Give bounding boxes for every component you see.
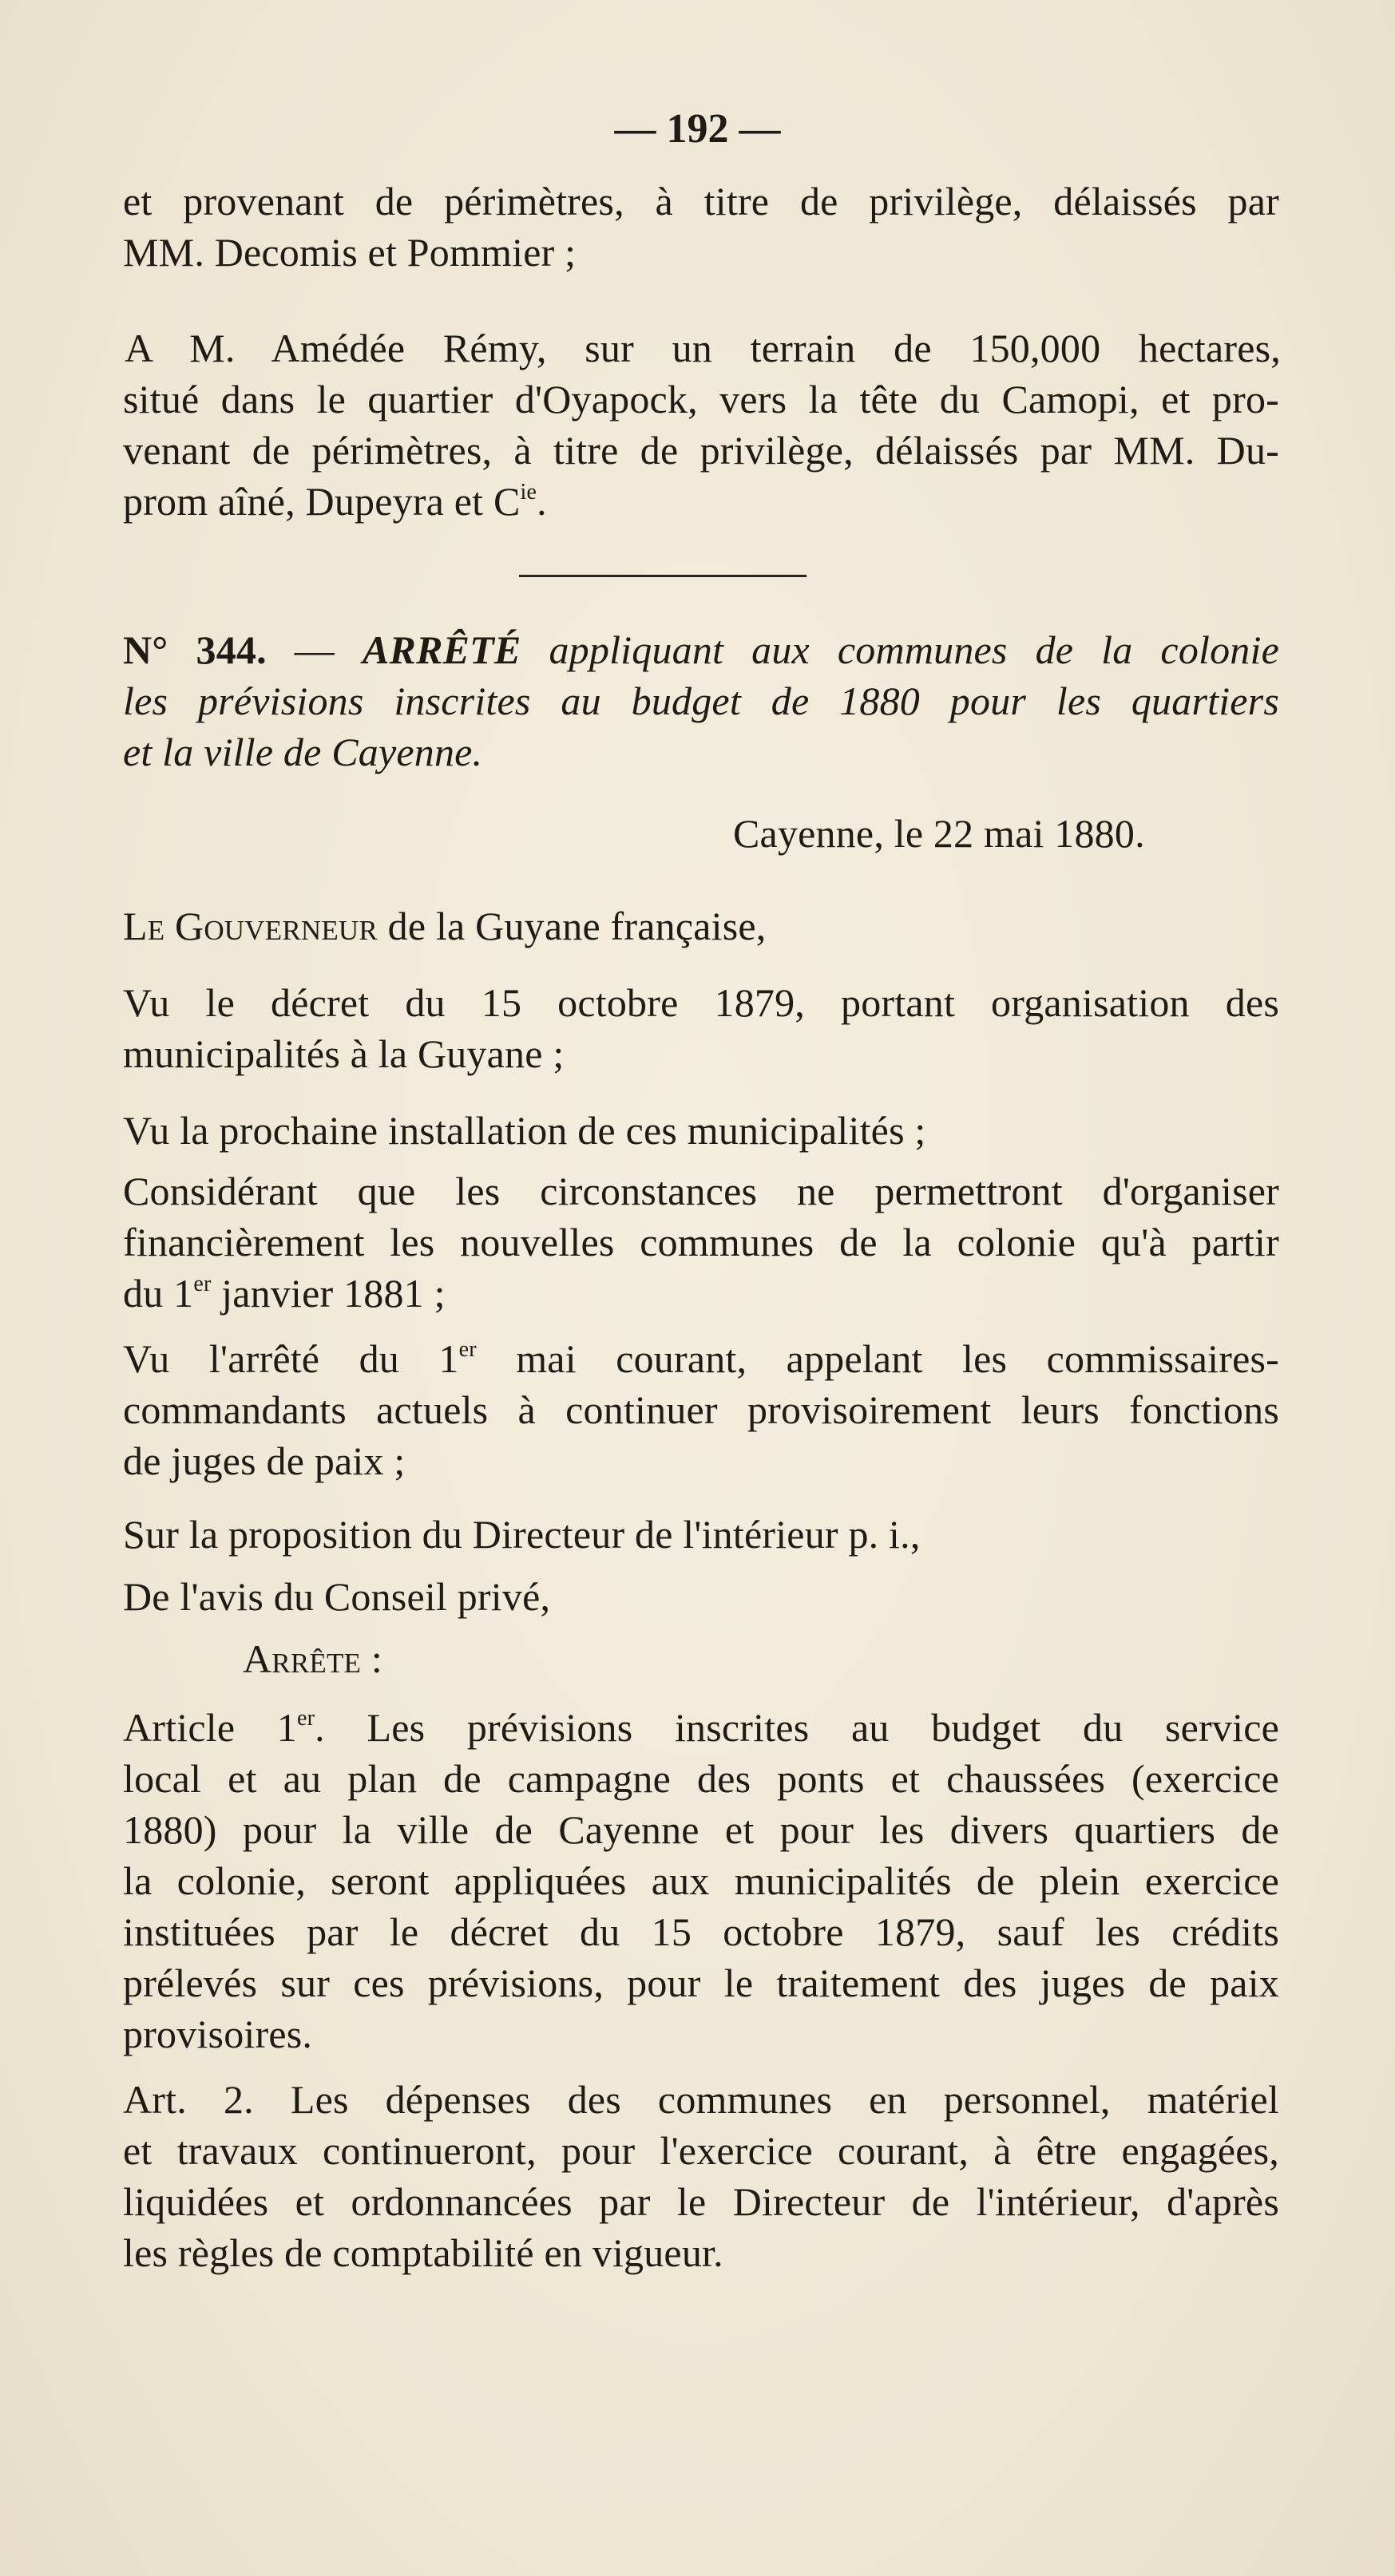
paragraph-line: et provenant de périmètres, à titre de privilège, délaissés par <box>123 179 1279 224</box>
paragraph-line: De l'avis du Conseil privé, <box>123 1574 551 1619</box>
article-line: provisoires. <box>123 2012 313 2056</box>
decree-number: N° 344. <box>123 627 267 672</box>
paragraph-line: Sur la proposition du Directeur de l'intérieur p. i., <box>123 1512 921 1557</box>
article-line: prélevés sur ces prévisions, pour le traitement des juges de paix <box>123 1961 1279 2005</box>
article-line: la colonie, seront appliquées aux municipalités de plein exercice <box>123 1858 1279 1903</box>
article-line: local et au plan de campagne des ponts et chaussées (exercice <box>123 1756 1279 1801</box>
paragraph-line: MM. Decomis et Pommier ; <box>123 230 577 275</box>
decree-title-bold: ARRÊTÉ <box>362 627 521 672</box>
article-label: Article 1 <box>123 1705 298 1750</box>
paragraph-line: financièrement les nouvelles communes de la colonie qu'à partir <box>123 1220 1279 1264</box>
place-date: Cayenne, le 22 mai 1880. <box>733 811 1145 856</box>
superscript: er <box>458 1337 477 1362</box>
superscript: er <box>193 1272 212 1296</box>
paragraph-line: situé dans le quartier d'Oyapock, vers la tête du Camopi, et pro- <box>123 377 1279 421</box>
arrete-heading: Arrête : <box>243 1636 382 1681</box>
paragraph-line: A M. Amédée Rémy, sur un terrain de 150,000 hectares, <box>125 326 1281 370</box>
decree-title: appliquant aux communes de la colonie <box>521 627 1279 672</box>
superscript: er <box>297 1706 315 1731</box>
article-line: Art. 2. Les dépenses des communes en personnel, matériel <box>123 2077 1279 2122</box>
paragraph-line: commandants actuels à continuer provisoirement leurs fonctions <box>123 1387 1279 1432</box>
paragraph-line: municipalités à la Guyane ; <box>123 1031 565 1076</box>
text-run: . Les prévisions inscrites au budget du service <box>315 1705 1279 1750</box>
governor-line <box>123 902 1279 952</box>
page-number: — 192 — <box>614 106 781 152</box>
article-line <box>123 1703 1279 1753</box>
article-line: liquidées et ordonnancées par le Directeur de l'intérieur, d'après <box>123 2179 1279 2224</box>
text-run: Vu l'arrêté du 1 <box>123 1336 459 1381</box>
text-run: prom aîné, Dupeyra et C <box>123 479 521 524</box>
governor-title: Le Gouverneur <box>123 904 378 948</box>
article-line: instituées par le décret du 15 octobre 1879, sauf les crédits <box>123 1909 1279 1954</box>
superscript: ie <box>520 480 537 505</box>
article-line: les règles de comptabilité en vigueur. <box>123 2230 723 2275</box>
paragraph-line: Considérant que les circonstances ne permettront d'organiser <box>123 1169 1279 1213</box>
article-line: 1880) pour la ville de Cayenne et pour les divers quartiers de <box>123 1807 1279 1852</box>
article-line: et travaux continueront, pour l'exercice courant, à être engagées, <box>123 2128 1279 2173</box>
paragraph-line: de juges de paix ; <box>123 1438 406 1483</box>
decree-title-line <box>123 626 1279 675</box>
paragraph-line <box>123 1335 1279 1384</box>
text-run: . <box>537 479 547 524</box>
text-run: du 1 <box>123 1271 194 1316</box>
paragraph-line <box>123 1269 1279 1319</box>
paragraph-line: venant de périmètres, à titre de privilège, délaissés par MM. Du- <box>123 428 1279 473</box>
section-separator <box>519 575 806 577</box>
text-run: mai courant, appelant les commissaires- <box>476 1336 1280 1381</box>
text-run: janvier 1881 ; <box>211 1271 446 1316</box>
text-run: — <box>266 627 363 672</box>
decree-title-line: les prévisions inscrites au budget de 1880 pour les quartiers <box>123 679 1279 723</box>
paragraph-line: Vu la prochaine installation de ces municipalités ; <box>123 1108 926 1153</box>
text-run: de la Guyane française, <box>377 904 767 948</box>
paragraph-line <box>123 477 1279 527</box>
decree-title-line: et la ville de Cayenne. <box>123 730 483 774</box>
paragraph-line: Vu le décret du 15 octobre 1879, portant organisation des <box>123 980 1279 1025</box>
